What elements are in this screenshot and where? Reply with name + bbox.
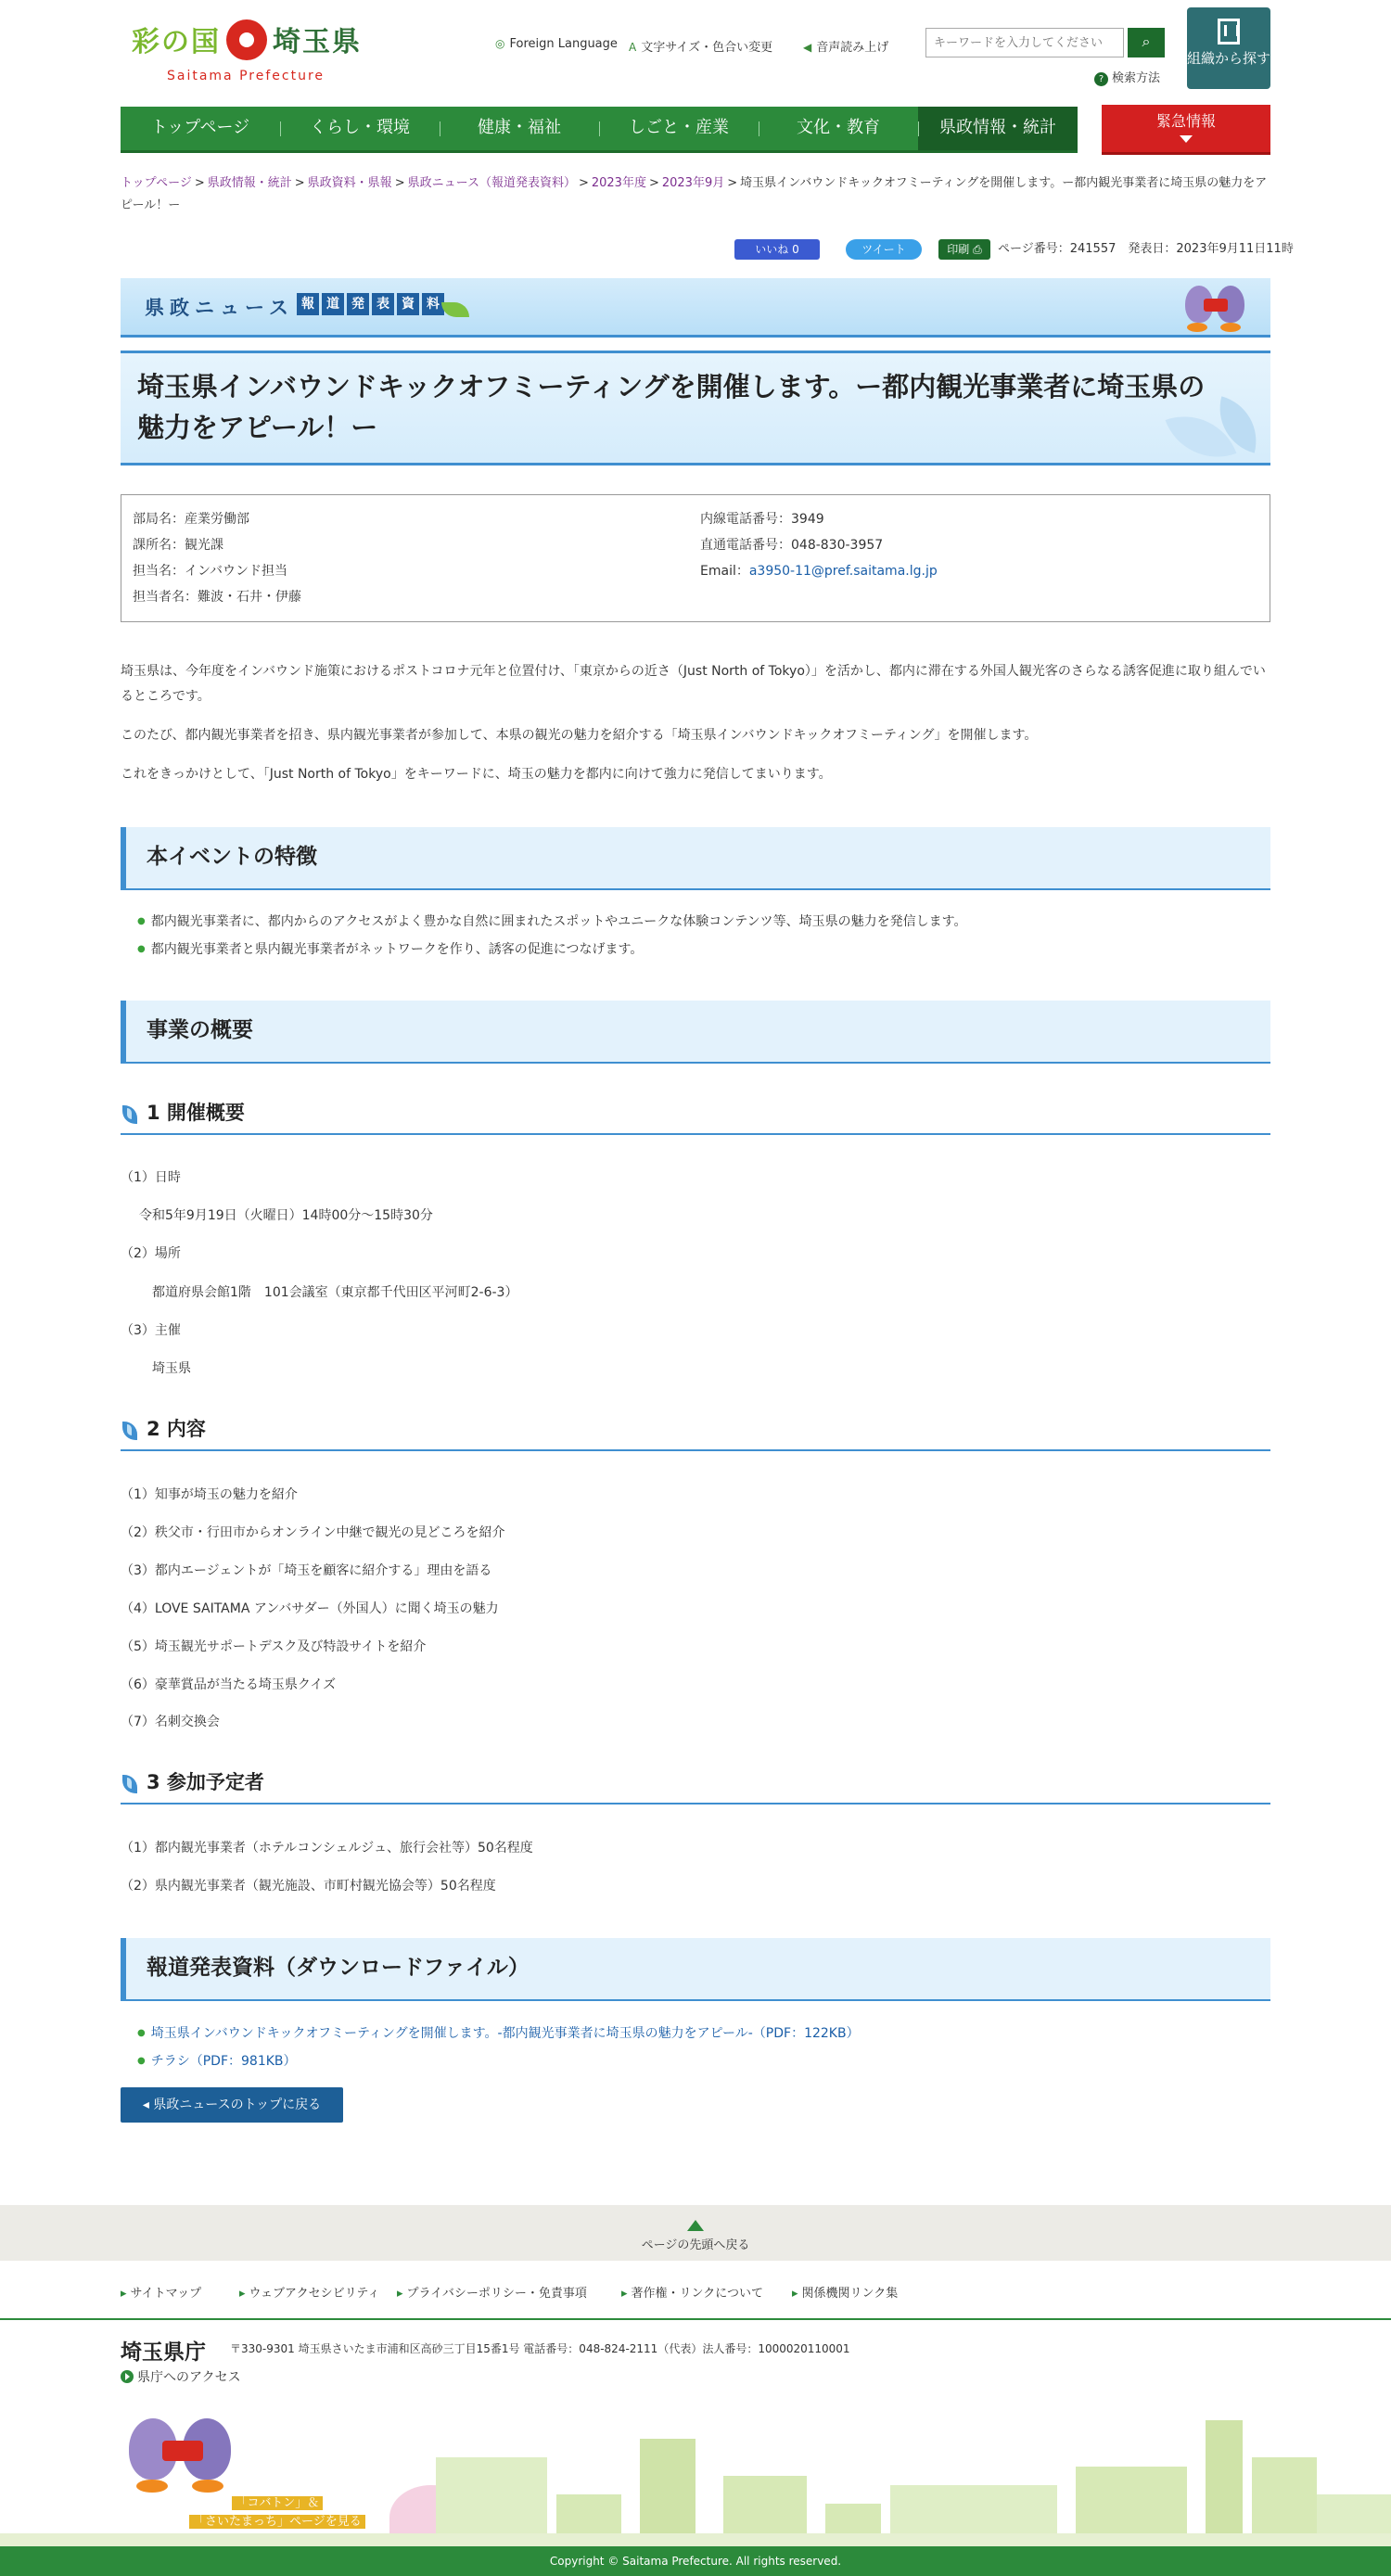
arrow-up-icon [687, 2220, 704, 2231]
page-top-link[interactable]: ページの先頭へ戻る [0, 2205, 1391, 2261]
contact-ext: 内線電話番号：3949 [700, 512, 824, 527]
footer-link-accessibility[interactable]: ▸ ウェブアクセシビリティ [239, 2283, 379, 2301]
article-title-box [121, 351, 1270, 465]
breadcrumb-link[interactable]: 2023年9月 [661, 176, 725, 190]
arrow-circle-icon [121, 2370, 134, 2383]
footer-link-related[interactable]: ▸ 関係機関リンク集 [792, 2283, 898, 2301]
page-meta [998, 239, 1294, 260]
print-icon: ⎙ [973, 243, 982, 256]
content-item: （7）名刺交換会 [121, 1715, 220, 1729]
event-host: 埼玉県 [152, 1361, 191, 1376]
question-icon: ? [1094, 72, 1108, 86]
content-item: （4）LOVE SAITAMA アンバサダー（外国人）に聞く埼玉の魅力 [121, 1601, 499, 1616]
contact-section: 課所名：観光課 [133, 538, 223, 553]
site-logo[interactable] [130, 11, 371, 90]
print-button[interactable]: 印刷 ⎙ [938, 239, 990, 260]
banner-subtitle: 報 道 発 表 資 料 [297, 293, 447, 315]
features-list [137, 909, 1250, 964]
event-date: 令和5年9月19日（火曜日）14時00分～15時30分 [139, 1208, 433, 1223]
contact-email-label: Email： [700, 564, 749, 579]
footer-pref-name: 埼玉県庁 [121, 2340, 206, 2365]
footer-access-link[interactable]: 県庁へのアクセス [121, 2367, 241, 2386]
breadcrumb-link[interactable]: 県政ニュース（報道発表資料） [407, 176, 576, 190]
news-banner [121, 278, 1270, 338]
leaf-icon [122, 1775, 137, 1793]
footer-link-privacy[interactable]: ▸ プライバシーポリシー・免責事項 [397, 2283, 587, 2301]
contact-email-link[interactable]: a3950-11@pref.saitama.lg.jp [748, 564, 938, 579]
content-item: （1）知事が埼玉の魅力を紹介 [121, 1487, 298, 1502]
globe-icon: ◎ [495, 37, 505, 50]
leaf-icon [122, 1422, 137, 1440]
nav-item-life[interactable]: くらし・環境 [280, 107, 440, 150]
subsection-heading-1: 1 開催概要 [121, 1096, 1270, 1135]
nav-item-culture[interactable]: 文化・教育 [759, 107, 918, 150]
participant-item: （1）都内観光事業者（ホテルコンシェルジュ、旅行会社等）50名程度 [121, 1841, 533, 1855]
breadcrumb-link[interactable]: 県政資料・県報 [307, 176, 392, 190]
chevron-left-icon: ◂ [142, 2098, 154, 2112]
list-item: ● 都内観光事業者に、都内からのアクセスがよく豊かな自然に囲まれたスポットやユニークな体験コンテンツ等、埼玉県の魅力を発信します。 [137, 909, 1250, 937]
copyright: Copyright © Saitama Prefecture. All rights reserved. [0, 2546, 1391, 2576]
logo-name: 埼玉県 [273, 26, 362, 58]
nav-item-government[interactable]: 県政情報・統計 [918, 107, 1078, 150]
chevron-down-icon [1180, 135, 1193, 143]
foreign-language-link[interactable]: ◎ Foreign Language [495, 37, 618, 51]
facebook-like-button[interactable]: いいね 0 [734, 239, 820, 260]
mascot-illustration [1180, 280, 1254, 334]
font-size-icon: A [629, 41, 637, 54]
date-label: （1）日時 [121, 1170, 181, 1185]
contact-staff: 担当名：インバウンド担当 [133, 564, 288, 579]
content-item: （5）埼玉観光サポートデスク及び特設サイトを紹介 [121, 1639, 427, 1654]
speaker-icon: ◀ [803, 41, 812, 54]
footer-address: 〒330-9301 埼玉県さいたま市浦和区高砂三丁目15番1号 電話番号：048-824-2111（代表）法人番号：1000020110001 [230, 2342, 850, 2355]
mascot-page-link[interactable]: 「コバトン」＆ 「さいたまっち」ページを見る [185, 2494, 369, 2531]
emergency-info-button[interactable]: 緊急情報 [1102, 105, 1270, 155]
intro-paragraph: このたび、都内観光事業者を招き、県内観光事業者が参加して、本県の観光の魅力を紹介する「埼玉県インバウンドキックオフミーティング」を開催します。 [121, 728, 1038, 743]
intro-paragraph: これをきっかけとして、「Just North of Tokyo」をキーワードに、埼玉の魅力を都内に向けて強力に発信してまいります。 [121, 767, 832, 782]
tweet-button[interactable]: ツイート [846, 239, 922, 260]
nav-item-top[interactable]: トップページ [150, 118, 250, 137]
nav-item-work[interactable]: しごと・産業 [599, 107, 759, 150]
breadcrumb-link[interactable]: 県政情報・統計 [207, 176, 292, 190]
list-item [137, 2021, 1250, 2048]
search-help-link[interactable]: ? 検索方法 [1094, 68, 1160, 86]
section-heading-downloads: 報道発表資料（ダウンロードファイル） [121, 1938, 1270, 2001]
contact-direct: 直通電話番号：048-830-3957 [700, 538, 884, 553]
participant-item: （2）県内観光事業者（観光施設、市町村観光協会等）50名程度 [121, 1879, 496, 1894]
breadcrumb-current: 埼玉県インバウンドキックオフミーティングを開催します。ー都内観光事業者に埼玉県の魅力をアピール！ー [121, 176, 1268, 212]
breadcrumb-link[interactable]: 2023年度 [591, 176, 646, 190]
subsection-heading-2: 2 内容 [121, 1412, 1270, 1451]
downloads-list [137, 2021, 1250, 2076]
intro-paragraph: 埼玉県は、今年度をインバウンド施策におけるポストコロナ元年と位置付け、「東京からの近さ（Just North of Tokyo）」を活かし、都内に滞在する外国人観光客のさらなる誘客促進に取り組んでいるところです。 [121, 664, 1266, 704]
footer-divider [0, 2318, 1391, 2320]
site-search [925, 28, 1168, 61]
search-button[interactable] [1128, 28, 1165, 57]
content-item: （6）豪華賞品が当たる埼玉県クイズ [121, 1677, 337, 1692]
page-number: ページ番号：241557 [998, 242, 1117, 256]
contact-dept: 部局名：産業労働部 [133, 512, 249, 527]
download-link-flyer[interactable]: チラシ（PDF：981KB） [150, 2054, 297, 2069]
section-heading-overview: 事業の概要 [121, 1001, 1270, 1064]
contact-person: 担当者名：難波・石井・伊藤 [133, 590, 301, 605]
download-link-press-release[interactable]: 埼玉県インバウンドキックオフミーティングを開催します。-都内観光事業者に埼玉県の魅力をアピール-（PDF：122KB） [150, 2026, 860, 2041]
page-title: 埼玉県インバウンドキックオフミーティングを開催します。ー都内観光事業者に埼玉県の魅力をアピール！ー [137, 371, 1206, 443]
building-icon [1218, 19, 1240, 45]
place-label: （2）場所 [121, 1246, 181, 1261]
host-label: （3）主催 [121, 1323, 181, 1338]
logo-irodori: 彩の国 [132, 26, 221, 58]
nav-item-health[interactable]: 健康・福祉 [440, 107, 599, 150]
list-item: ● 都内観光事業者と県内観光事業者がネットワークを作り、誘客の促進につなげます。 [137, 937, 1250, 964]
font-color-link[interactable]: A 文字サイズ・色合い変更 [629, 41, 773, 55]
breadcrumb: トップページ > 県政情報・統計 > 県政資料・県報 > 県政ニュース（報道発表資料） > 2023年度 > 2023年9月 > 埼玉県インバウンドキックオフミーティングを開催します。ー都内観光事業者に埼玉県の魅力をアピール！ー [121, 176, 1268, 212]
content-item: （2）秩父市・行田市からオンライン中継で観光の見どころを紹介 [121, 1525, 505, 1540]
breadcrumb-link[interactable]: トップページ [121, 176, 192, 190]
global-nav [121, 107, 1078, 153]
search-icon: ⌕ [1142, 34, 1151, 50]
leaf-icon [122, 1105, 137, 1124]
org-search-button[interactable]: 組織から探す [1187, 7, 1270, 89]
footer-link-sitemap[interactable]: ▸ サイトマップ [121, 2283, 201, 2301]
footer-link-copyright[interactable]: ▸ 著作権・リンクについて [621, 2283, 763, 2301]
voice-reading-link[interactable]: ◀ 音声読み上げ [803, 41, 889, 55]
subsection-heading-3: 3 参加予定者 [121, 1766, 1270, 1804]
logo-english: Saitama Prefecture [167, 69, 325, 83]
contact-box [121, 494, 1270, 622]
content-item: （3）都内エージェントが「埼玉を顧客に紹介する」理由を語る [121, 1563, 492, 1578]
logo-flower-icon [226, 19, 267, 60]
section-heading-features: 本イベントの特徴 [121, 827, 1270, 890]
mascot-kobaton-illustration[interactable] [125, 2411, 246, 2500]
back-to-news-button[interactable]: ◂ 県政ニュースのトップに戻る [121, 2087, 343, 2123]
publish-date: 発表日：2023年9月11日11時 [1128, 242, 1294, 256]
banner-title: 県政ニュース [145, 297, 294, 319]
event-place: 都道府県会館1階 101会議室（東京都千代田区平河町2-6-3） [152, 1285, 518, 1300]
search-input[interactable] [925, 28, 1124, 57]
list-item [137, 2048, 1250, 2076]
